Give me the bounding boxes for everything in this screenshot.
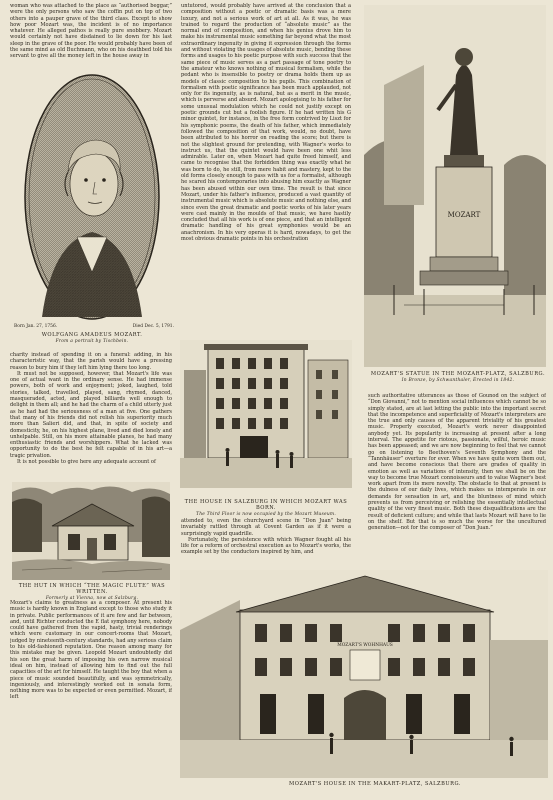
magic-flute-hut-illustration bbox=[12, 482, 170, 580]
col3-text: such authoritative utterances as those of Gounod on the subject of “Don Giovanni,” not to mention social influences which cannot be so simply stated, are at last letting the public into the important secret that the incompetence and superficiality of Mozart's interpreters are the true and only causes of the apparent triviality of his greatest music. Properly executed, Mozart's work never disappointed anybody yet. Its popularity is increasing at present after a long interval. The appetite for riotous, passionate, wilful, heroic music has been appeased; and we are now beginning to feel that we cannot go on listening to Beethoven's Seventh Symphony and the “Tannhäuser” overture for ever. When we have quite worn them out, and have become conscious that there are grades of quality in emotion as well as variations of intensity, then we shall be on the way to become true Mozart connoisseurs and to value Wagner's best work apart from its mere novelty. The obstacle to that at present is the dulness of our daily lives, which makes us intemperate in our demands for sensation in art, and the bluntness of mind which prevents us from perceiving or relishing the essentially intellectual quality of the very finest music. Both these disqualifications are the result of deficient culture; and while that lasts Mozart will have to lie on the shelf. But that is so much the worse for the uncultured generation—not for the composer of “Don Juan.” bbox=[368, 393, 546, 532]
statue-plinth-label: MOZART bbox=[447, 211, 481, 219]
statue-caption bbox=[368, 372, 548, 384]
birth-house-caption-subtitle: The Third Floor is now occupied by the Mozart Museum. bbox=[196, 511, 336, 517]
mozart-statue-illustration bbox=[364, 5, 546, 367]
makart-house-illustration bbox=[180, 570, 548, 778]
portrait-dates bbox=[14, 324, 174, 329]
hut-caption-title: THE HUT IN WHICH “THE MAGIC FLUTE” WAS WRITTEN. bbox=[18, 583, 166, 595]
statue-caption-title: MOZART'S STATUE IN THE MOZART-PLATZ, SALZBURG. bbox=[370, 371, 546, 377]
col1-mid-text: charity instead of spending it on a funeral: adding, in his characteristic way, that the parish would have a pressing reason to bury him if they left him lying there too long. It must not be supposed, however, that Mozart's life was one of actual want in the ordinary sense. He had immense powers, both of work and enjoyment; joked, laughed, told stories, talked, travelled, played, sang, rhymed, danced, masqueraded, acted, and played billiards well enough to delight in them all; and he had the charm of a child utterly just as he had had the seriousness of a man at five. One gathers that many of his friends did not relish his superiority much more than Salieri did, and that, in spite of society and domesticity, he, on his highest plane, lived and died lonely and unhelpable. Still, on his more attainable planes, he had many enthusiastic friends and worshippers. What he lacked was opportunity to do the best he felt capable of in his art—a tragic privation. It is not possible to give here any adequate account of bbox=[10, 352, 172, 466]
birth-house-caption-title: THE HOUSE IN SALZBURG IN WHICH MOZART WAS BORN. bbox=[184, 499, 348, 511]
portrait-caption bbox=[10, 333, 174, 345]
makart-house-caption-title: MOZART'S HOUSE IN THE MAKART-PLATZ, SALZBURG. bbox=[289, 781, 461, 787]
hut-caption bbox=[10, 584, 174, 601]
death-date: Died Dec. 5, 1791. bbox=[132, 324, 174, 329]
shop-sign-label: MOZART'S WOHNHAUS bbox=[337, 643, 393, 648]
makart-house-caption bbox=[260, 782, 490, 788]
col1-bottom-text: Mozart's claims to greatness as a composer. At present his music is hardly known in England except to those who study it in private. Public performances of it are few and far between, and, until Richter conducted the E flat symphony here, nobody could have gathered from the vapid, hasty, trivial renderings which were customary in our concert-rooms that Mozart, judged by nineteenth-century standards, had any serious claim to his old-fashioned reputation. One reason among many for this mistake may be given. Leopold Mozart undoubtedly did his son the great harm of imposing his own narrow musical ideal on him, instead of allowing him to find out the full capacities of the art for himself. He taught the boy that when a piece of music sounded beautifully, and was symmetrically, ingeniously, and interestingly worked out in sonata form, nothing more was to be expected or even permitted. Mozart, if left bbox=[10, 600, 172, 701]
birth-date: Born Jan. 27, 1756. bbox=[14, 324, 58, 329]
portrait-caption-subtitle: From a portrait by Tischbein. bbox=[55, 338, 129, 344]
mozart-portrait-illustration bbox=[22, 72, 162, 322]
portrait-caption-title: WOLFGANG AMADEUS MOZART. bbox=[41, 332, 143, 338]
hut-caption-subtitle: Formerly at Vienna, now at Salzburg. bbox=[45, 595, 139, 601]
col2-mid-text: attended to, even the churchyard scene in “Don Juan” being invariably rattled through at Covent Garden as if it were a surprisingly vapid quadrille. Fortunately, the persistence with which Wagner fought all his life for a reform of orchestral execution as to Mozart's works, the example set by the conductors inspired by him, and bbox=[181, 518, 351, 556]
col1-top-text: woman who was attached to the place as “authorised beggar,” were the only persons who saw the coffin put on top of two others into a pauper grave of the third class. Except to show how poor Mozart was, the incident is of no importance whatever. He alleged pathos is really pure snobbery. Mozart would certainly not have disdained to lie down for his last sleep in the grave of the poor. He would probably have been of the same mind as old Buchmann, who on his deathbed told his servant to give all the money left in the house away in bbox=[10, 3, 172, 60]
birth-house-illustration bbox=[180, 340, 352, 488]
birth-house-caption bbox=[178, 500, 354, 517]
col2-top-text: untutored, would probably have arrived at the conclusion that a composition without a poetic or dramatic basis was a mere luxury, and not a serious work of art at all. As it was, he was trained to regard the production of “absolute music” as the normal end of composition, and when his genius drove him to make his instrumental music something far beyond what the most extraordinary ingenuity in giving it expression through the forms and without violating the usages of absolute music, bending these forms and usages to his poetic purpose with such success that the same piece of music serves as a part passage of tone poetry to the amateur who knows nothing of musical formalism, while the pedant who is insensible to poetry or drama holds them up as models of classic composition to his pupils. This combination of formalism with poetic significance has been much applauded, not only for its ingenuity, as is natural, but as a merit in the music, which is perverse and absurd. Mozart apologising to his father for some unusual modulation which he could not justify except on poetic grounds cut but a foolish figure. If he had written his G minor quintet, for instance, in the free form contrived by Liszt for his symphonic poems, the death of his father, which immediately followed the composition of that work, would, no doubt, have been attributed to his horror on reading the score; but there is not the slightest ground for pretending, with Wagner's works to instruct us, that the quintet would have been one whit less admirable. Later on, when Mozart had quite freed himself, and came to recognise that the forbidden thing was exactly what he was born to do, he still, from mere habit and mastery, kept to the old forms closely enough to pass with us for a formalist, although he scared his contemporaries into abusing him exactly as Wagner has been abused within our own time. The result is that since Mozart, under his father's influence, produced a vast quantity of instrumental music which is absolute music and nothing else, and since even the great dramatic and poetic works of his later years were cast mainly in the moulds of that music, we have hastily concluded that all his work is of one piece, and that an intelligent dramatic handling of his great symphonies would be an anachronism. In his very operas it is hard, nowadays, to get the most obvious dramatic points in his orchestration bbox=[181, 3, 351, 242]
statue-caption-subtitle: In Bronze, by Schwanthaler, Erected in 1842. bbox=[401, 377, 515, 383]
